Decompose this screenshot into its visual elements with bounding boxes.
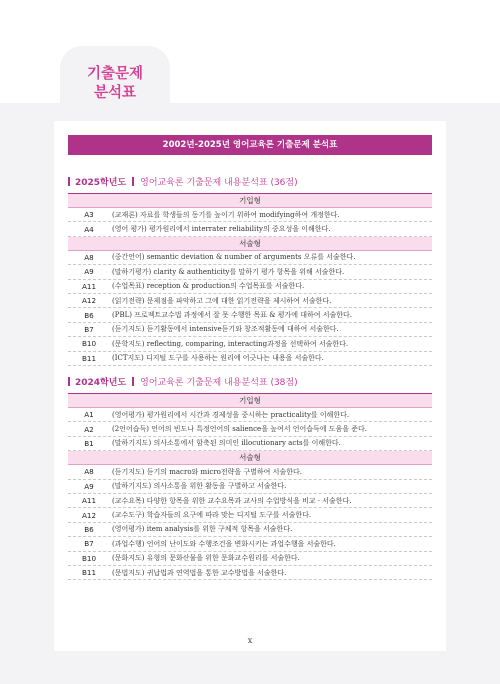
section-heading <box>68 173 432 189</box>
table-row <box>68 352 432 366</box>
category-row: 서술형 <box>68 451 432 465</box>
question-description: (영어평가) item analysis를 위한 구체적 항목을 서술한다. <box>112 525 293 534</box>
category-row: 서술형 <box>68 237 432 251</box>
table-row <box>68 308 432 322</box>
question-code: A11 <box>81 281 97 291</box>
question-description: (교재론) 자료를 학생들의 동기를 높이기 위하여 modifying하여 개정한다. <box>112 210 340 219</box>
table-row <box>68 494 432 508</box>
question-description: (교수요목) 다양한 항목을 위한 교수요목과 교사의 수업방식을 비교 · 서술한다. <box>112 496 352 505</box>
question-code: B7 <box>84 324 94 334</box>
question-description: (듣기지도) 듣기활동에서 intensive듣기와 창조적활동에 대하여 서술한다. <box>112 325 339 334</box>
table-row <box>68 408 432 422</box>
question-code: B6 <box>84 524 94 534</box>
question-description: (영어 평가) 평가원리에서 interrater reliability의 중요성을 이해한다. <box>112 225 331 234</box>
question-code: B10 <box>81 553 97 563</box>
heading-divider <box>132 177 134 186</box>
table-row <box>68 265 432 279</box>
question-code: A9 <box>84 481 94 491</box>
question-description: (말하기평가) clarity & authenticity를 말하기 평가 항목을 위해 서술한다. <box>112 267 345 276</box>
question-description: (문학지도) reflecting, comparing, interacting과정을 선택하여 서술한다. <box>112 339 349 348</box>
question-description: (읽기전략) 문제점을 파악하고 그에 대한 읽기전략을 제시하여 서술한다. <box>112 296 332 305</box>
section-2024 <box>68 373 432 580</box>
question-description: (중간언어) semantic deviation & number of arguments 오류를 서술한다. <box>112 253 356 262</box>
question-code: A12 <box>81 296 97 306</box>
question-code: A8 <box>84 467 94 477</box>
table-row <box>68 552 432 566</box>
question-description: (수업목표) reception & production의 수업목표를 서술한다. <box>112 282 305 291</box>
tab-title-line1: 기출문제 <box>86 66 144 82</box>
question-description: (문법지도) 귀납법과 연역법을 통한 교수방법을 서술한다. <box>112 568 287 577</box>
table-row <box>68 523 432 537</box>
question-description: (문화지도) 유형의 문화산물을 위한 문화교수원리를 서술한다. <box>112 554 300 563</box>
table-row <box>68 222 432 236</box>
content-page <box>54 121 446 651</box>
table-row <box>68 508 432 522</box>
question-description: (말하기지도) 의사소통에서 함축된 의미인 illocutionary acts를 이해한다. <box>112 439 341 448</box>
heading-marker <box>68 177 70 186</box>
table-row <box>68 422 432 436</box>
tab-title-line2: 분석표 <box>93 85 137 101</box>
table-row <box>68 294 432 308</box>
category-row: 기입형 <box>68 194 432 208</box>
page-number: x <box>247 636 253 645</box>
question-code: A1 <box>84 410 94 420</box>
question-code: A2 <box>84 424 94 434</box>
section-heading <box>68 373 432 389</box>
chapter-tab <box>60 46 170 112</box>
question-description: (영어평가) 평가원리에서 시간과 경제성을 중시하는 practicality를 이해한다. <box>112 410 350 419</box>
question-description: (말하기지도) 의사소통을 위한 활동을 구별하고 서술한다. <box>112 482 287 491</box>
question-description: (2언어습득) 언어의 빈도나 특정언어의 salience을 높여서 언어습득에 도움을 준다. <box>112 425 367 434</box>
question-code: A11 <box>81 496 97 506</box>
section-year: 2024학년도 <box>75 377 127 388</box>
question-code: A3 <box>84 210 94 220</box>
table-row <box>68 537 432 551</box>
table-row <box>68 465 432 479</box>
table-row <box>68 208 432 222</box>
analysis-table <box>68 393 432 580</box>
heading-divider <box>132 377 134 386</box>
question-code: B11 <box>81 353 97 363</box>
question-code: A4 <box>84 224 94 234</box>
question-code: B7 <box>84 539 94 549</box>
question-description: (PBL) 프로젝트교수법 과정에서 잘 못 수행한 목표 & 평가에 대하여 서술한다. <box>112 311 353 320</box>
table-row <box>68 280 432 294</box>
question-code: B1 <box>84 438 94 448</box>
question-code: A8 <box>84 252 94 262</box>
question-description: (과업수행) 언어의 난이도와 수행조건을 변화시키는 과업수행을 서술한다. <box>112 539 336 548</box>
section-title: 영어교육론 기출문제 내용분석표 (38점) <box>140 377 298 388</box>
section-2025 <box>68 173 432 366</box>
table-row <box>68 323 432 337</box>
question-code: B10 <box>81 339 97 349</box>
table-row <box>68 251 432 265</box>
question-description: (ICT지도) 디지털 도구를 사용하는 원리에 어긋나는 내용을 서술한다. <box>112 354 324 363</box>
section-title: 영어교육론 기출문제 내용분석표 (36점) <box>140 177 298 188</box>
question-code: B11 <box>81 568 97 578</box>
page-banner-title: 2002년-2025년 영어교육론 기출문제 분석표 <box>68 135 432 155</box>
question-code: B6 <box>84 310 94 320</box>
table-row <box>68 480 432 494</box>
table-row <box>68 566 432 580</box>
category-row: 기입형 <box>68 394 432 408</box>
section-year: 2025학년도 <box>75 177 127 188</box>
analysis-table <box>68 193 432 366</box>
question-code: A9 <box>84 267 94 277</box>
question-description: (듣기지도) 듣기의 macro와 micro전략을 구별하여 서술한다. <box>112 467 302 476</box>
question-code: A12 <box>81 510 97 520</box>
heading-marker <box>68 377 70 386</box>
table-row <box>68 337 432 351</box>
question-description: (교수도구) 학습자들의 요구에 따라 맞는 디지털 도구를 서술한다. <box>112 511 312 520</box>
table-row <box>68 437 432 451</box>
